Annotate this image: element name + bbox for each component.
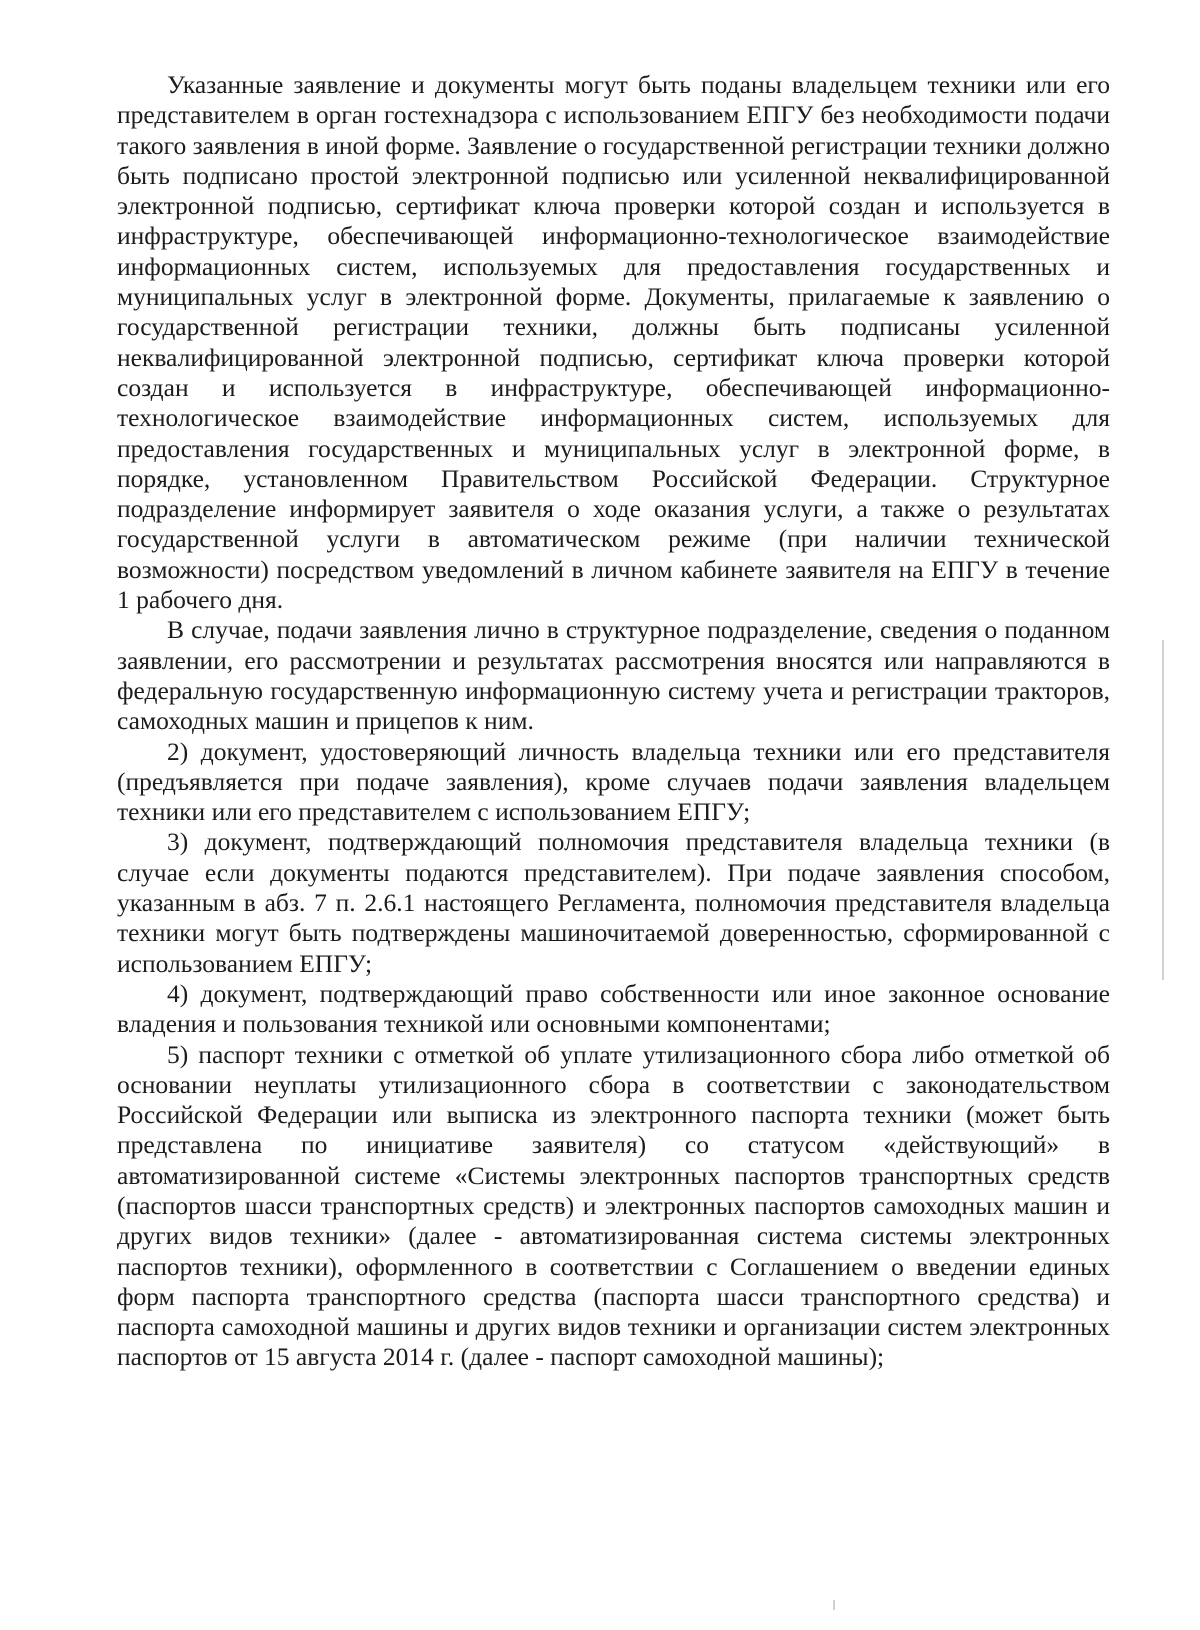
document-body — [117, 70, 1110, 1373]
list-item-5-equipment-passport: 5) паспорт техники с отметкой об уплате утилизационного сбора либо отметкой об основании неуплаты утилизационного сбора в соответствии с законодательством Российской Федерации или выписка из электронного паспорта техники (может быть представлена по инициативе заявителя) со статусом «действующий» в автоматизированной системе «Системы электронных паспортов транспортных средств (паспортов шасси транспортных средств) и электронных паспортов самоходных машин и других видов техники» (далее - автоматизированная система системы электронных паспортов техники), оформленного в соответствии с Соглашением о введении единых форм паспорта транспортного средства (паспорта шасси транспортного средства) и паспорта самоходной машины и других видов техники и организации систем электронных паспортов от 15 августа 2014 г. (далее - паспорт самоходной машины); — [117, 1039, 1110, 1372]
scan-artifact-bottom-dot — [833, 1600, 835, 1610]
scan-artifact-right-edge — [1162, 640, 1164, 980]
paragraph-in-person-submission: В случае, подачи заявления лично в структурное подразделение, сведения о поданном заявлении, его рассмотрении и результатах рассмотрения вносятся или направляются в федеральную государственную информационную систему учета и регистрации тракторов, самоходных машин и прицепов к ним. — [117, 615, 1110, 736]
list-item-2-identity-document: 2) документ, удостоверяющий личность владельца техники или его представителя (предъявляется при подаче заявления), кроме случаев подачи заявления владельцем техники или его представителем с использованием ЕПГУ; — [117, 736, 1110, 827]
paragraph-epgu-submission: Указанные заявление и документы могут быть поданы владельцем техники или его представителем в орган гостехнадзора с использованием ЕПГУ без необходимости подачи такого заявления в иной форме. Заявление о государственной регистрации техники должно быть подписано простой электронной подписью или усиленной неквалифицированной электронной подписью, сертификат ключа проверки которой создан и используется в инфраструктуре, обеспечивающей информационно-технологическое взаимодействие информационных систем, используемых для предоставления государственных и муниципальных услуг в электронной форме. Документы, прилагаемые к заявлению о государственной регистрации техники, должны быть подписаны усиленной неквалифицированной электронной подписью, сертификат ключа проверки которой создан и используется в инфраструктуре, обеспечивающей информационно-технологическое взаимодействие информационных систем, используемых для предоставления государственных и муниципальных услуг в электронной форме, в порядке, установленном Правительством Российской Федерации. Структурное подразделение информирует заявителя о ходе оказания услуги, а также о результатах государственной услуги в автоматическом режиме (при наличии технической возможности) посредством уведомлений в личном кабинете заявителя на ЕПГУ в течение 1 рабочего дня. — [117, 70, 1110, 615]
list-item-4-ownership-document: 4) документ, подтверждающий право собственности или иное законное основание владения и пользования техникой или основными компонентами; — [117, 978, 1110, 1039]
list-item-3-authority-document: 3) документ, подтверждающий полномочия представителя владельца техники (в случае если документы подаются представителем). При подаче заявления способом, указанным в абз. 7 п. 2.6.1 настоящего Регламента, полномочия представителя владельца техники могут быть подтверждены машиночитаемой доверенностью, сформированной с использованием ЕПГУ; — [117, 827, 1110, 978]
